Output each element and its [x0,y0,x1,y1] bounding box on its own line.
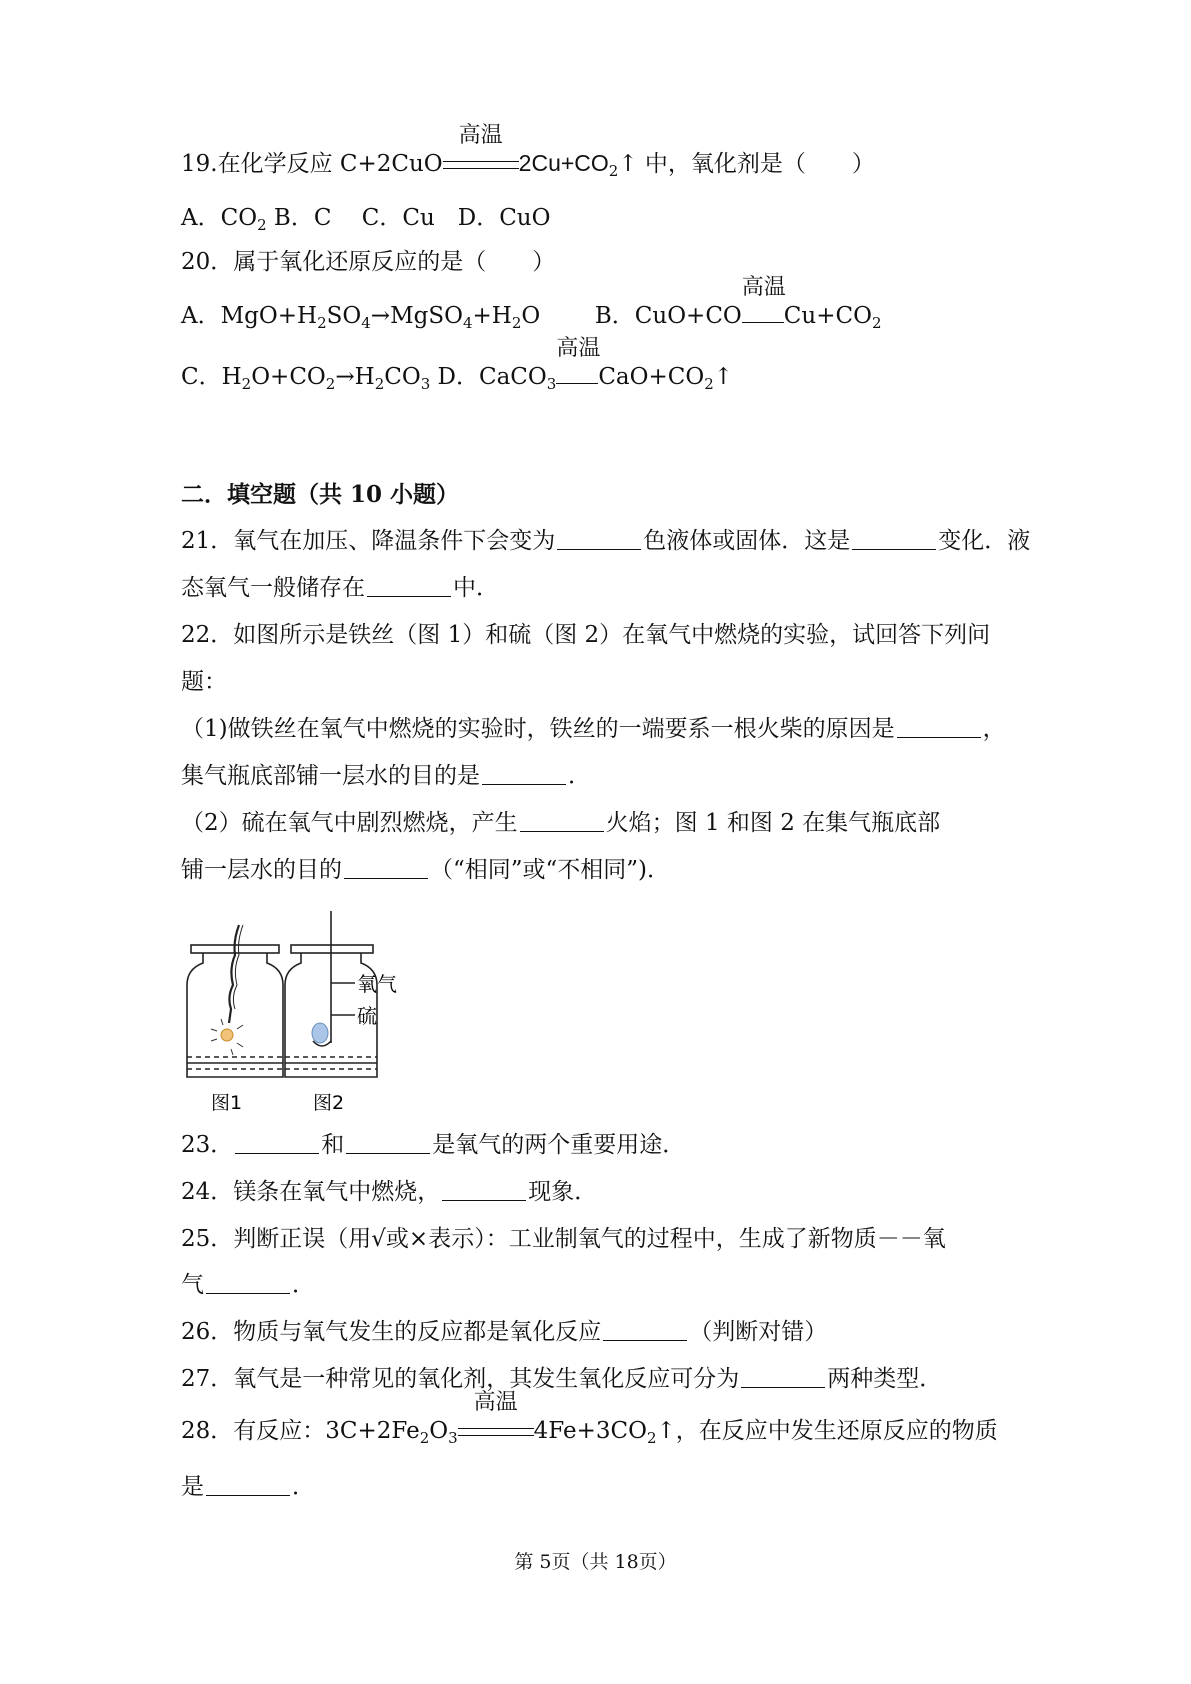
q19-text: 在化学反应 C+2CuO [217,151,443,177]
jar-1 [187,925,283,1077]
text: ． [568,763,591,789]
text: ． [292,1474,315,1500]
text: ． [292,1272,315,1298]
formula-part: ↑ [713,364,734,390]
reaction-condition [556,336,601,392]
question-22-line5 [181,808,940,838]
subscript: 2 [646,1429,657,1447]
answer-blank[interactable] [206,1473,290,1496]
q20-text: 20．属于氧化还原反应的是（ ） [181,249,556,275]
question-19-options [181,203,550,240]
question-19 [181,123,875,186]
answer-blank[interactable] [235,1131,319,1154]
burning-wire-sparks [211,1019,243,1055]
q19-number: 19. [181,151,218,177]
condition-label: 高温 [473,1390,518,1415]
text: （判断对错） [689,1319,828,1345]
subscript: 2 [419,1429,430,1447]
option-d: D．CaCO [430,364,547,390]
answer-blank[interactable] [346,1131,430,1154]
question-22-line4 [181,761,591,791]
option-a: A．MgO+H [181,303,318,329]
text: （1)做铁丝在氧气中燃烧的实验时，铁丝的一端要系一根火柴的原因是 [181,716,895,742]
question-20-options-cd [181,336,734,399]
question-22-line6 [181,855,670,885]
formula-part: +H [472,303,512,329]
text: 集气瓶底部铺一层水的目的是 [181,763,480,789]
subscript: 3 [420,375,431,393]
formula-part: SO [326,303,362,329]
question-20 [181,247,555,277]
condition-label: 高温 [556,336,601,361]
subscript: 2 [257,216,267,234]
option-b: B．CuO+CO [594,303,742,329]
text: 27．氧气是一种常见的氧化剂，其发生氧化反应可分为 [181,1366,740,1392]
text: ， [982,716,1006,742]
text: 铺一层水的目的 [181,857,342,883]
text: 态氧气一般储存在 [181,575,365,601]
answer-blank[interactable] [344,856,428,879]
options-rest: B．C C．Cu D．CuO [266,205,551,231]
question-26 [181,1317,827,1347]
answer-blank[interactable] [897,715,981,738]
subscript: 3 [448,1429,458,1447]
experiment-figure [181,905,421,1115]
subscript: 3 [546,375,557,393]
text: 23． [181,1132,234,1158]
formula-part: Cu+CO [783,303,872,329]
reaction-condition [741,275,786,331]
question-21-line2 [181,573,499,603]
question-22-line3 [181,714,1006,744]
subscript: 2 [374,375,385,393]
formula-part: CaO+CO [598,364,705,390]
page-footer: 第 5页（共 18页） [514,1551,677,1573]
answer-blank[interactable] [741,1365,825,1388]
subscript: 2 [325,375,336,393]
subscript: 4 [361,314,371,332]
text: 中． [453,575,499,601]
label-sulfur: 硫 [357,1004,377,1028]
formula-part: O+CO [251,364,326,390]
formula-part: →H [335,364,375,390]
answer-blank[interactable] [520,809,604,832]
text: 28．有反应：3C+2Fe [181,1418,420,1444]
subscript: 2 [241,375,252,393]
text: 是氧气的两个重要用途． [432,1132,686,1158]
question-22-line1: 22．如图所示是铁丝（图 1）和硫（图 2）在氧气中燃烧的实验，试回答下列问 [181,622,991,648]
answer-blank[interactable] [603,1318,687,1341]
text: 变化．液 [938,528,1031,554]
sulfur-flame [312,1023,328,1043]
text: 现象． [528,1179,598,1205]
question-20-options-ab [181,275,882,338]
text: 和 [321,1132,345,1158]
question-25-line1: 25．判断正误（用√或×表示）：工业制氧气的过程中，生成了新物质－－氧 [181,1226,946,1252]
subscript: 2 [317,314,327,332]
jar-diagram [181,905,421,1115]
option-c: C．H [181,364,242,390]
text: 气 [181,1272,204,1298]
section-heading: 二．填空题（共 10 小题） [181,481,460,508]
question-28-line2 [181,1472,315,1502]
condition-label: 高温 [458,123,503,148]
text: 24．镁条在氧气中燃烧， [181,1179,441,1205]
q19-product: 2Cu+CO [518,150,609,176]
subscript: 4 [462,314,473,332]
subscript: 2 [608,162,619,180]
answer-blank[interactable] [482,762,566,785]
question-23 [181,1130,685,1160]
question-21-line1 [181,526,1030,556]
answer-blank[interactable] [557,527,641,550]
question-22-line2: 题： [181,669,227,695]
label-oxygen: 氧气 [357,972,397,996]
question-28-line1 [181,1390,998,1453]
formula-part: O [521,303,541,329]
text: 色液体或固体．这是 [643,528,851,554]
condition-label: 高温 [741,275,786,300]
reaction-condition [443,123,519,179]
answer-blank[interactable] [442,1178,526,1201]
text: 两种类型． [827,1366,943,1392]
text: ↑，在反应中发生还原反应的物质 [656,1418,998,1444]
subscript: 2 [704,375,714,393]
text: 4Fe+3CO [533,1418,647,1444]
formula-part: →MgSO [370,303,463,329]
subscript: 2 [871,314,882,332]
q19-tail: ↑ 中，氧化剂是（ ） [618,151,875,177]
text: （“相同”或“不相同”)． [430,857,671,883]
text: 21．氧气在加压、降温条件下会变为 [181,528,556,554]
text: 是 [181,1474,204,1500]
question-25-line2 [181,1270,315,1300]
option-a: A．CO [181,205,258,231]
answer-blank[interactable] [367,574,451,597]
text: O [429,1418,449,1444]
subscript: 2 [511,314,522,332]
answer-blank[interactable] [206,1271,290,1294]
reaction-condition [458,1390,534,1446]
question-27 [181,1364,942,1394]
text: （2）硫在氧气中剧烈燃烧，产生 [181,810,518,836]
question-24 [181,1177,597,1207]
figure-1-label: 图1 [211,1092,243,1114]
text: 火焰；图 1 和图 2 在集气瓶底部 [605,810,941,836]
text: 26．物质与氧气发生的反应都是氧化反应 [181,1319,602,1345]
answer-blank[interactable] [852,527,936,550]
figure-2-label: 图2 [313,1092,345,1114]
formula-part: CO [384,364,421,390]
